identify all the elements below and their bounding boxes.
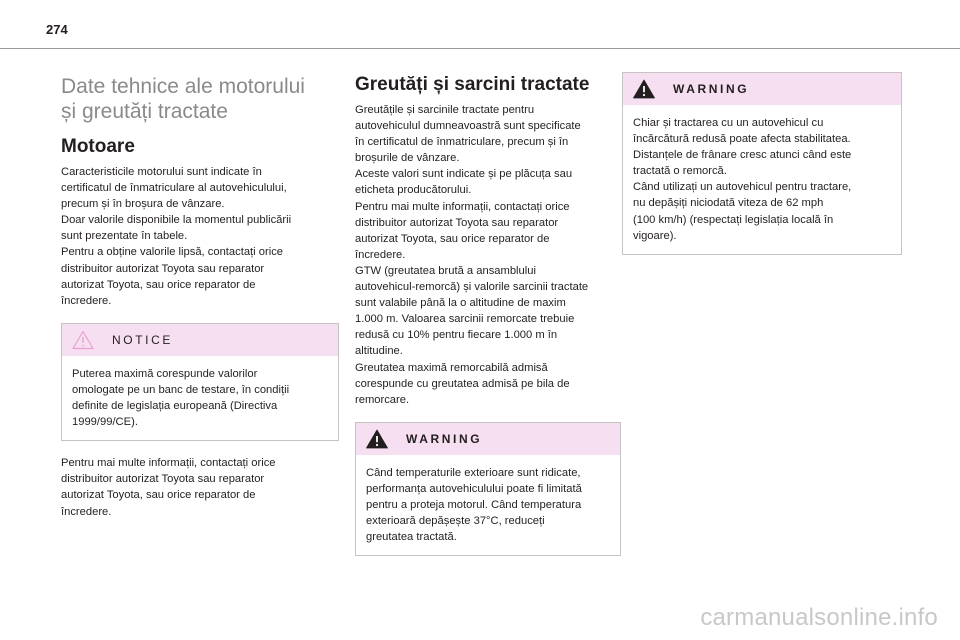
column-engine-data (61, 74, 339, 520)
warning-outline-icon (72, 329, 98, 351)
header-divider (0, 48, 960, 49)
notice-body (62, 356, 338, 440)
notice-text: Puterea maximă corespunde valorilor omologate pe un banc de testare, în condiții definite de legislația europeană (Directiva 1999/99/CE). (72, 367, 290, 429)
warning-text: Chiar și tractarea cu un autovehicul cu încărcătură redusă poate afecta stabilitatea. Distanțele de frânare cresc atunci când este tractată o remorcă. Când utilizați un autovehicul pentru tractare, nu depășiți niciodată viteza de 62 mph (100 km/h) (respectați legislația locală în vigoare). (633, 117, 852, 242)
warning-text: Când temperaturile exterioare sunt ridicate, performanța autovehiculului poate fi limitată pentru a proteja motorul. Când temperatura exterioară depășește 37°C, reduceți greutatea tractată. (366, 466, 582, 544)
page-number: 274 (46, 22, 68, 37)
notice-label: NOTICE (112, 332, 173, 347)
warning-body (623, 105, 901, 254)
engines-paragraph: Caracteristicile motorului sunt indicate în certificatul de înmatriculare al autovehiculului, precum și în broșura de vânzare. Doar valorile disponibile la momentul publicării sunt prezentate în tabele. Pentru a obține valorile lipsă, contactați orice distribuitor autorizat Toyota sau reparator autorizat Toyota, sau orice reparator de încredere. (61, 166, 292, 307)
column-towing-weights (355, 74, 621, 570)
warning-box-temperature (355, 422, 621, 556)
engines-heading: Motoare (61, 136, 135, 157)
towing-heading: Greutăți și sarcini tractate (355, 74, 590, 95)
warning-filled-icon (366, 428, 392, 450)
contact-paragraph: Pentru mai multe informații, contactați orice distribuitor autorizat Toyota sau reparator autorizat Toyota, sau orice reparator de încredere. (61, 457, 276, 518)
warning-label: WARNING (406, 431, 483, 446)
column-towing-warning (622, 72, 902, 269)
warning-filled-icon (633, 78, 659, 100)
warning-header (623, 73, 901, 105)
warning-body (356, 455, 620, 555)
towing-paragraph: Greutățile și sarcinile tractate pentru autovehiculul dumneavoastră sunt specificate în certificatul de înmatriculare, precum și în broșurile de vânzare. Aceste valori sunt indicate și pe plăcuța sau eticheta producătorului. Pentru mai multe informații, contactați orice distribuitor autorizat Toyota sau reparator autorizat Toyota, sau orice reparator de încredere. GTW (greutatea brută a ansamblului autovehicul-remorcă) și valorile sarcinii tractate sunt valabile până la o altitudine de maxim 1.000 m. Valoarea sarcinii remorcate trebuie redusă cu 10% pentru fiecare 1.000 m în altitudine. Greutatea maximă remorcabilă admisă corespunde cu greutatea admisă pe bila de remorcare. (355, 104, 589, 406)
warning-header (356, 423, 620, 455)
warning-label: WARNING (673, 82, 750, 96)
notice-header (62, 324, 338, 356)
chapter-title: Date tehnice ale motorului și greutăți tractate (61, 75, 305, 123)
warning-box-stability (622, 72, 902, 255)
watermark: carmanualsonline.info (700, 604, 938, 631)
notice-box (61, 323, 339, 441)
